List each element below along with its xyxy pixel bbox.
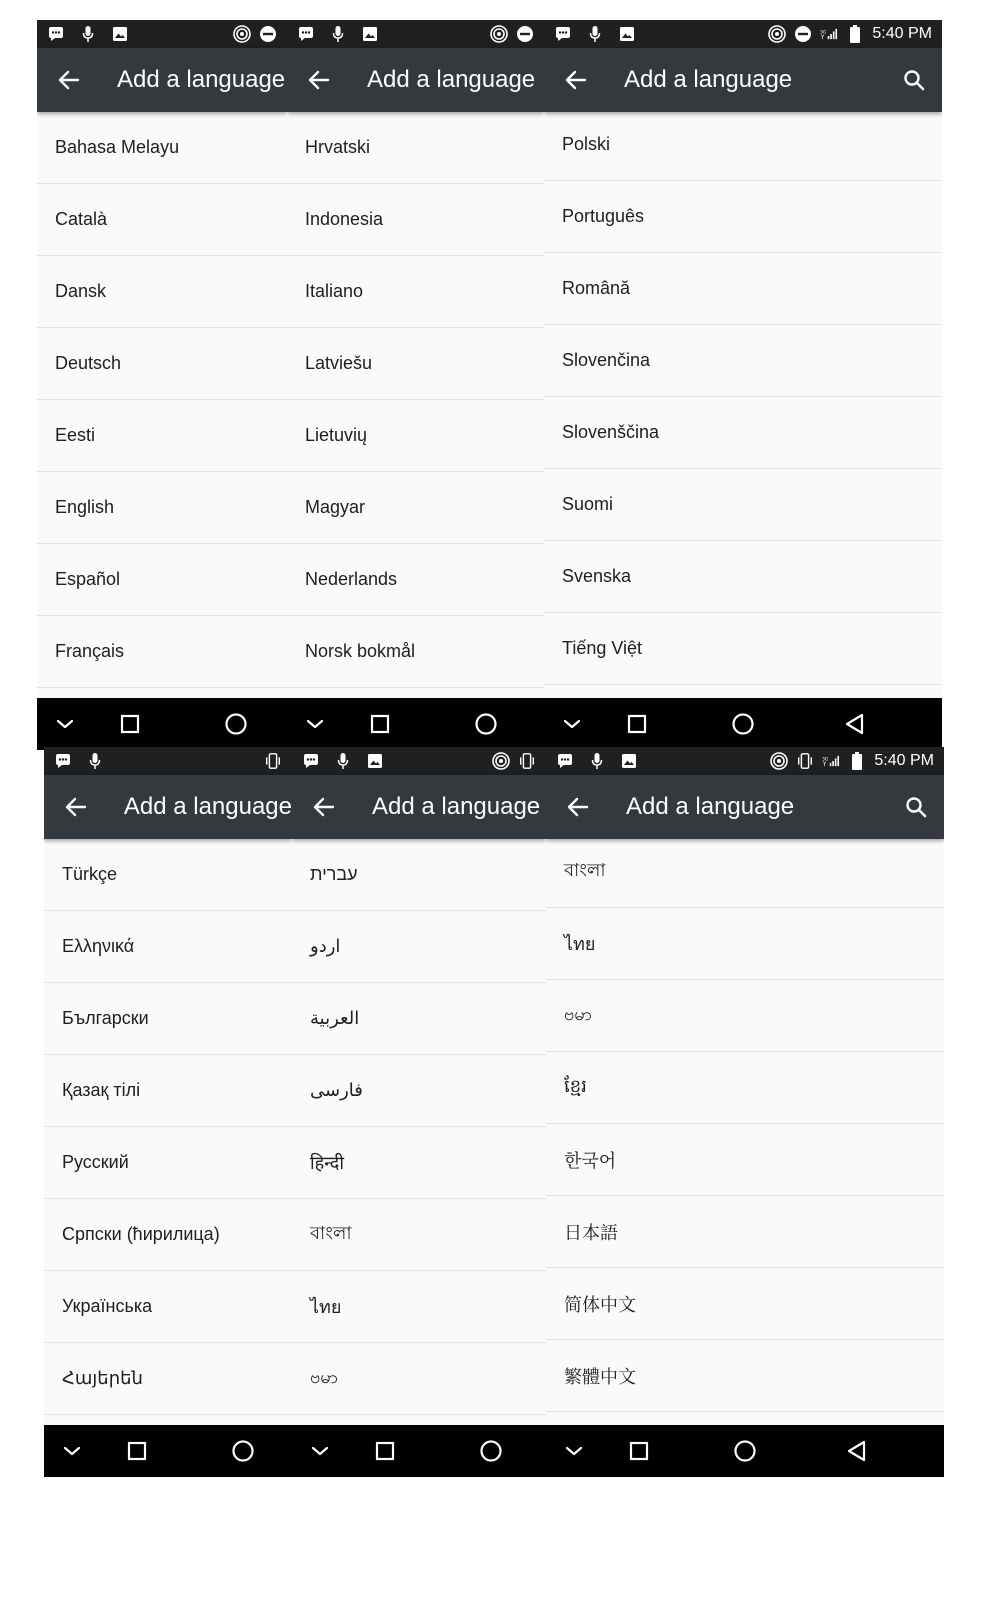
language-name: Српски (ћирилица) xyxy=(62,1224,220,1244)
language-name: Қазақ тілі xyxy=(62,1080,141,1100)
language-screen-panel xyxy=(544,20,942,750)
app-bar xyxy=(37,48,287,112)
language-list-content xyxy=(292,839,546,1415)
language-name: Polski xyxy=(562,134,611,154)
language-list-item[interactable] xyxy=(292,911,546,983)
home-icon xyxy=(731,712,755,736)
message-icon-wrap xyxy=(54,752,72,770)
message-icon xyxy=(555,26,571,42)
language-name: Français xyxy=(55,641,125,661)
language-list-item[interactable] xyxy=(37,616,287,688)
microphone-icon xyxy=(89,753,101,769)
language-list-item[interactable] xyxy=(546,1052,944,1124)
notification-icons xyxy=(47,25,233,43)
page-title: Add a language xyxy=(367,66,536,93)
message-icon-wrap xyxy=(47,25,65,43)
svg-text:3G: 3G xyxy=(822,757,829,763)
language-name: 日本語 xyxy=(564,1222,618,1243)
battery-icon-wrap xyxy=(848,752,866,770)
message-icon xyxy=(55,753,71,769)
language-list-item[interactable] xyxy=(292,1127,546,1199)
language-list-item[interactable] xyxy=(44,983,292,1055)
hotspot-icon-wrap xyxy=(768,25,786,43)
microphone-icon xyxy=(82,26,94,42)
language-name: Latviešu xyxy=(305,353,373,373)
language-name: हिन्दी xyxy=(310,1152,345,1173)
hotspot-icon-wrap xyxy=(770,752,788,770)
language-list-item[interactable] xyxy=(544,469,942,541)
language-list-item[interactable] xyxy=(287,256,544,328)
system-icons xyxy=(264,752,282,770)
hide-keyboard-button[interactable] xyxy=(41,698,89,750)
language-name: Suomi xyxy=(562,494,614,514)
microphone-icon-wrap xyxy=(334,752,352,770)
language-screen-panel xyxy=(287,20,544,750)
signal-icon xyxy=(822,752,840,770)
page-title: Add a language xyxy=(624,66,793,93)
do-not-disturb-icon xyxy=(516,25,534,43)
hotspot-icon xyxy=(768,25,786,43)
language-list-item[interactable] xyxy=(37,184,287,256)
language-list-item[interactable] xyxy=(292,1055,546,1127)
language-list-item[interactable] xyxy=(287,112,544,184)
language-name: Svenska xyxy=(562,566,632,586)
message-icon xyxy=(298,26,314,42)
recents-icon xyxy=(370,714,390,734)
chevron-down-icon xyxy=(311,1445,329,1457)
app-bar xyxy=(44,775,292,839)
navigation-bar xyxy=(287,698,544,750)
language-list xyxy=(546,839,944,1425)
language-name: Magyar xyxy=(305,497,366,517)
language-list xyxy=(544,112,942,698)
microphone-icon xyxy=(337,753,349,769)
hotspot-icon-wrap xyxy=(233,25,251,43)
language-list-item[interactable] xyxy=(44,1127,292,1199)
microphone-icon-wrap xyxy=(329,25,347,43)
status-bar xyxy=(292,747,546,775)
language-name: ไทย xyxy=(564,934,596,954)
language-list-item[interactable] xyxy=(546,839,944,908)
language-name: فارسی xyxy=(310,1080,363,1100)
status-bar xyxy=(44,747,292,775)
language-list-item[interactable] xyxy=(544,541,942,613)
home-button[interactable] xyxy=(212,698,260,750)
language-name: 简体中文 xyxy=(564,1294,636,1315)
image-icon-wrap xyxy=(111,25,129,43)
back-button[interactable] xyxy=(544,48,608,112)
recents-button[interactable] xyxy=(361,1425,409,1477)
language-list-item[interactable] xyxy=(287,328,544,400)
svg-text:3G: 3G xyxy=(820,30,827,36)
search-button[interactable] xyxy=(898,64,930,96)
dnd-icon-wrap xyxy=(516,25,534,43)
language-name: Dansk xyxy=(55,281,107,301)
image-icon-wrap xyxy=(361,25,379,43)
recents-button[interactable] xyxy=(106,698,154,750)
page-title: Add a language xyxy=(117,66,286,93)
back-nav-button[interactable] xyxy=(831,698,879,750)
home-button[interactable] xyxy=(467,1425,515,1477)
language-list xyxy=(44,839,292,1425)
recents-icon xyxy=(127,1441,147,1461)
language-name: Norsk bokmål xyxy=(305,641,416,661)
system-icons xyxy=(233,25,277,43)
hotspot-icon xyxy=(492,752,510,770)
language-name: বাংলা xyxy=(310,1223,352,1243)
message-icon-wrap xyxy=(554,25,572,43)
language-name: العربية xyxy=(310,1008,360,1028)
search-button[interactable] xyxy=(900,791,932,823)
navigation-bar xyxy=(546,1425,944,1477)
recents-button[interactable] xyxy=(113,1425,161,1477)
image-icon-wrap xyxy=(620,752,638,770)
message-icon-wrap xyxy=(302,752,320,770)
back-arrow-icon xyxy=(65,796,87,818)
language-name: اردو xyxy=(310,936,341,956)
home-button[interactable] xyxy=(462,698,510,750)
microphone-icon xyxy=(589,26,601,42)
language-list-item[interactable] xyxy=(37,472,287,544)
do-not-disturb-icon xyxy=(259,25,277,43)
recents-button[interactable] xyxy=(615,1425,663,1477)
vibrate-icon-wrap xyxy=(518,752,536,770)
navigation-bar xyxy=(544,698,942,750)
language-list-item[interactable] xyxy=(292,1343,546,1415)
home-icon xyxy=(479,1439,503,1463)
home-button[interactable] xyxy=(219,1425,267,1477)
back-arrow-icon xyxy=(565,69,587,91)
message-icon-wrap xyxy=(556,752,574,770)
back-button[interactable] xyxy=(292,775,356,839)
language-list-item[interactable] xyxy=(287,400,544,472)
language-name: ဗမာ xyxy=(564,1004,592,1024)
recents-button[interactable] xyxy=(613,698,661,750)
hide-keyboard-button[interactable] xyxy=(296,1425,344,1477)
language-list-item[interactable] xyxy=(44,911,292,983)
image-icon xyxy=(112,26,128,42)
language-list xyxy=(37,112,287,698)
notification-icons xyxy=(554,25,768,43)
notification-icons xyxy=(297,25,490,43)
language-list-item[interactable] xyxy=(546,908,944,980)
language-list-item[interactable] xyxy=(544,253,942,325)
message-icon-wrap xyxy=(297,25,315,43)
language-list-item[interactable] xyxy=(544,325,942,397)
language-name: ဗမာ xyxy=(310,1367,338,1387)
language-list-content xyxy=(44,839,292,1415)
back-arrow-icon xyxy=(313,796,335,818)
back-button[interactable] xyxy=(287,48,351,112)
app-bar xyxy=(287,48,544,112)
page-title: Add a language xyxy=(372,793,541,820)
microphone-icon-wrap xyxy=(586,25,604,43)
microphone-icon-wrap xyxy=(79,25,97,43)
system-icons xyxy=(768,25,932,43)
battery-icon-wrap xyxy=(846,25,864,43)
language-list-item[interactable] xyxy=(37,400,287,472)
language-list-item[interactable] xyxy=(37,256,287,328)
back-triangle-icon xyxy=(844,713,866,735)
recents-button[interactable] xyxy=(356,698,404,750)
screenshot-group-1 xyxy=(37,20,942,750)
microphone-icon-wrap xyxy=(588,752,606,770)
system-icons xyxy=(490,25,534,43)
language-name: Slovenščina xyxy=(562,422,660,442)
language-name: Català xyxy=(55,209,108,229)
language-name: Bahasa Melayu xyxy=(55,137,180,157)
language-list-item[interactable] xyxy=(44,1343,292,1415)
screenshot-group-2 xyxy=(44,747,944,1477)
do-not-disturb-icon xyxy=(794,25,812,43)
status-bar xyxy=(544,20,942,48)
microphone-icon xyxy=(591,753,603,769)
language-name: 繁體中文 xyxy=(564,1366,636,1387)
language-name: Slovenčina xyxy=(562,350,651,370)
microphone-icon-wrap xyxy=(86,752,104,770)
language-list-item[interactable] xyxy=(37,328,287,400)
language-name: Deutsch xyxy=(55,353,122,373)
language-list-item[interactable] xyxy=(287,616,544,688)
chevron-down-icon xyxy=(56,718,74,730)
language-list-item[interactable] xyxy=(44,1199,292,1271)
image-icon-wrap xyxy=(618,25,636,43)
language-name: Հայերեն xyxy=(62,1368,143,1388)
clock-time: 5:40 PM xyxy=(874,752,934,769)
language-screen-panel xyxy=(44,747,292,1477)
microphone-icon xyxy=(332,26,344,42)
navigation-bar xyxy=(37,698,287,750)
signal-icon-wrap xyxy=(822,752,840,770)
hide-keyboard-button[interactable] xyxy=(548,698,596,750)
language-name: Български xyxy=(62,1008,149,1028)
home-icon xyxy=(733,1439,757,1463)
language-list-item[interactable] xyxy=(292,839,546,911)
language-name: Eesti xyxy=(55,425,96,445)
dnd-icon-wrap xyxy=(794,25,812,43)
notification-icons xyxy=(54,752,264,770)
language-list-item[interactable] xyxy=(546,1196,944,1268)
hotspot-icon xyxy=(490,25,508,43)
language-list-item[interactable] xyxy=(37,112,287,184)
chevron-down-icon xyxy=(565,1445,583,1457)
home-button[interactable] xyxy=(719,698,767,750)
vibrate-icon xyxy=(796,752,814,770)
notification-icons xyxy=(556,752,770,770)
language-list-item[interactable] xyxy=(292,1199,546,1271)
message-icon xyxy=(303,753,319,769)
language-screen-panel xyxy=(546,747,944,1477)
hide-keyboard-button[interactable] xyxy=(291,698,339,750)
language-list-content xyxy=(546,839,944,1412)
language-list-item[interactable] xyxy=(287,184,544,256)
signal-icon-wrap xyxy=(820,25,838,43)
chevron-down-icon xyxy=(63,1445,81,1457)
back-button[interactable] xyxy=(546,775,610,839)
language-list-item[interactable] xyxy=(546,1268,944,1340)
hide-keyboard-button[interactable] xyxy=(550,1425,598,1477)
language-name: Italiano xyxy=(305,281,364,301)
language-list-item[interactable] xyxy=(546,980,944,1052)
language-list-item[interactable] xyxy=(44,1055,292,1127)
notification-icons xyxy=(302,752,492,770)
message-icon xyxy=(48,26,64,42)
page-title: Add a language xyxy=(626,793,795,820)
back-arrow-icon xyxy=(58,69,80,91)
language-list-item[interactable] xyxy=(544,397,942,469)
language-name: Русский xyxy=(62,1152,129,1172)
home-icon xyxy=(224,712,248,736)
language-list-item[interactable] xyxy=(287,472,544,544)
image-icon xyxy=(621,753,637,769)
clock-time: 5:40 PM xyxy=(872,25,932,42)
search-icon xyxy=(905,796,927,818)
navigation-bar xyxy=(292,1425,546,1477)
language-name: עברית xyxy=(310,864,358,884)
recents-icon xyxy=(375,1441,395,1461)
language-name: Hrvatski xyxy=(305,137,371,157)
navigation-bar xyxy=(44,1425,292,1477)
recents-icon xyxy=(629,1441,649,1461)
language-list-content xyxy=(544,112,942,685)
status-bar xyxy=(287,20,544,48)
language-list-content xyxy=(37,112,287,688)
recents-icon xyxy=(627,714,647,734)
chevron-down-icon xyxy=(306,718,324,730)
language-list xyxy=(292,839,546,1425)
battery-icon xyxy=(851,752,863,770)
chevron-down-icon xyxy=(563,718,581,730)
back-nav-button[interactable] xyxy=(833,1425,881,1477)
language-name: English xyxy=(55,497,115,517)
language-name: Español xyxy=(55,569,121,589)
vibrate-icon-wrap xyxy=(264,752,282,770)
language-list-item[interactable] xyxy=(44,1271,292,1343)
hotspot-icon xyxy=(233,25,251,43)
language-name: ខ្មែរ xyxy=(564,1076,587,1096)
dnd-icon-wrap xyxy=(259,25,277,43)
search-icon xyxy=(903,69,925,91)
language-list-item[interactable] xyxy=(37,544,287,616)
back-arrow-icon xyxy=(308,69,330,91)
language-name: বাংলা xyxy=(564,860,606,880)
app-bar xyxy=(544,48,942,112)
language-name: Tiếng Việt xyxy=(562,638,643,658)
language-list-item[interactable] xyxy=(546,1340,944,1412)
language-name: Lietuvių xyxy=(305,425,368,445)
hide-keyboard-button[interactable] xyxy=(48,1425,96,1477)
status-bar xyxy=(37,20,287,48)
language-list-item[interactable] xyxy=(292,983,546,1055)
image-icon-wrap xyxy=(366,752,384,770)
page-title: Add a language xyxy=(123,793,292,820)
battery-icon xyxy=(849,25,861,43)
system-icons xyxy=(770,752,934,770)
language-screen-panel xyxy=(292,747,546,1477)
image-icon xyxy=(367,753,383,769)
app-bar xyxy=(546,775,944,839)
language-list-item[interactable] xyxy=(287,544,544,616)
image-icon xyxy=(362,26,378,42)
back-button[interactable] xyxy=(44,775,108,839)
language-list-item[interactable] xyxy=(544,613,942,685)
app-bar xyxy=(292,775,546,839)
home-icon xyxy=(474,712,498,736)
image-icon xyxy=(619,26,635,42)
home-button[interactable] xyxy=(721,1425,769,1477)
language-list-item[interactable] xyxy=(546,1124,944,1196)
language-name: ไทย xyxy=(310,1297,342,1317)
system-icons xyxy=(492,752,536,770)
language-name: Português xyxy=(562,206,645,226)
language-name: Ελληνικά xyxy=(62,936,135,956)
vibrate-icon-wrap xyxy=(796,752,814,770)
back-arrow-icon xyxy=(567,796,589,818)
hotspot-icon xyxy=(770,752,788,770)
language-list-item[interactable] xyxy=(544,181,942,253)
vibrate-icon xyxy=(518,752,536,770)
signal-icon xyxy=(820,25,838,43)
language-list-item[interactable] xyxy=(544,112,942,181)
hotspot-icon-wrap xyxy=(490,25,508,43)
language-name: Indonesia xyxy=(305,209,384,229)
language-name: Nederlands xyxy=(305,569,398,589)
language-list xyxy=(287,112,544,698)
hotspot-icon-wrap xyxy=(492,752,510,770)
back-triangle-icon xyxy=(846,1440,868,1462)
language-list-item[interactable] xyxy=(292,1271,546,1343)
message-icon xyxy=(557,753,573,769)
language-list-item[interactable] xyxy=(44,839,292,911)
language-list-content xyxy=(287,112,544,688)
language-name: Türkçe xyxy=(62,864,118,884)
recents-icon xyxy=(120,714,140,734)
language-name: 한국어 xyxy=(564,1150,617,1171)
status-bar xyxy=(546,747,944,775)
vibrate-icon xyxy=(264,752,282,770)
language-name: Українська xyxy=(62,1296,153,1316)
language-name: Română xyxy=(562,278,631,298)
home-icon xyxy=(231,1439,255,1463)
language-screen-panel xyxy=(37,20,287,750)
back-button[interactable] xyxy=(37,48,101,112)
